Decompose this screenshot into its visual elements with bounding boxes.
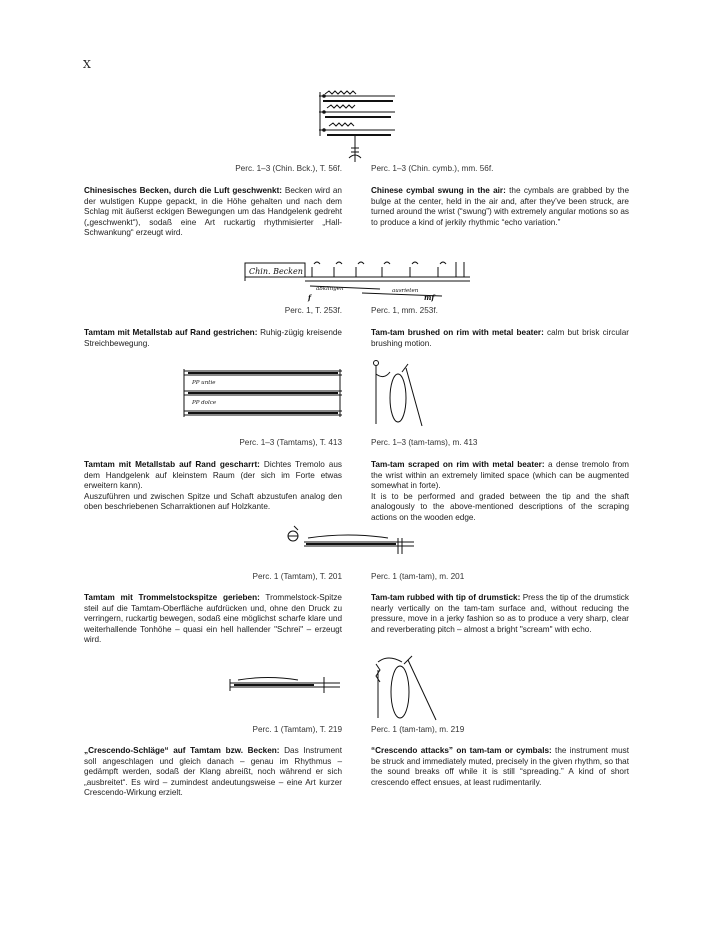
- section-body-en: Press the tip of the drumstick nearly vertically on the tam-tam surface and, without reducing the pressure, move in a jerky fashion so as to produce a very sharp, clear and reverberating pitch – almost a bright "scream" with echo.: [371, 593, 629, 634]
- score-excerpt-chin-becken: [244, 256, 472, 302]
- section-1-english: [371, 186, 629, 228]
- section-5-german: [84, 746, 342, 799]
- section-body-de: Das Instrument soll angeschlagen und gleich danach – genau im Rhythmus – gedämpft werden, sodaß der Klang abreißt, noch während er sich „ausbreitet“. Es wird – zumindest andeutungsweise – eine Art kurzer Crescendo-Wirkung erzielt.: [84, 746, 342, 797]
- section-body-de: Dichtes Tremolo aus dem Handgelenk auf kleinstem Raum (der sich im Forte etwas erweitern kann).: [84, 460, 342, 490]
- section-4-english: [371, 593, 629, 635]
- score-excerpt-tamtam-201: [284, 524, 420, 560]
- score-label-ausrieten: ausrieten: [392, 288, 419, 294]
- section-title-en: Tam-tam scraped on rim with metal beater:: [371, 460, 545, 469]
- section-body-de: Ruhig-zügig kreisende Streichbewegung.: [84, 328, 342, 348]
- caption-de-5: Perc. 1 (Tamtam), T. 219: [252, 725, 342, 734]
- score-label-mf: mf: [424, 293, 435, 302]
- drumstick-rub-gesture-icon: [370, 654, 440, 722]
- caption-de-2: Perc. 1, T. 253f.: [284, 306, 342, 315]
- section-title-de: Tamtam mit Metallstab auf Rand gescharrt:: [84, 460, 260, 469]
- caption-en-2: Perc. 1, mm. 253f.: [371, 306, 438, 315]
- score-label-chin-becken: Chin. Becken: [249, 267, 303, 276]
- score-figure-1: [315, 88, 397, 166]
- caption-en-1: Perc. 1–3 (Chin. cymb.), mm. 56f.: [371, 164, 494, 173]
- gesture-diagram-rub: [370, 654, 440, 722]
- section-3-german: [84, 460, 342, 513]
- score-excerpt-chin-cymbal: [315, 88, 397, 166]
- section-4-german: [84, 593, 342, 646]
- caption-de-3: Perc. 1–3 (Tamtams), T. 413: [239, 438, 342, 447]
- score-label-pp-untie: PP untie: [192, 380, 216, 386]
- section-title-de: Tamtam mit Metallstab auf Rand gestrichen:: [84, 328, 258, 337]
- section-2-english: [371, 328, 629, 349]
- score-excerpt-tamtams: [182, 367, 344, 427]
- caption-en-3: Perc. 1–3 (tam-tams), m. 413: [371, 438, 478, 447]
- circular-brush-gesture-icon: [370, 358, 426, 428]
- section-title-en: Chinese cymbal swung in the air:: [371, 186, 506, 195]
- score-excerpt-tamtam-219: [228, 675, 342, 697]
- section-body-en: the instrument must be struck and immediately muted, precisely in the given rhythm, so that the sound breaks off while it is still “spreading.” A kind of short crescendo effect ensues, at least rudimentarily.: [371, 746, 629, 787]
- caption-en-5: Perc. 1 (tam-tam), m. 219: [371, 725, 465, 734]
- score-label-pp-dolce: PP dolce: [192, 400, 217, 406]
- gesture-diagram-brush: [370, 358, 426, 428]
- section-body-de: Becken wird an der wulstigen Kuppe gepackt, in die Höhe gehalten und nach dem Schlag mit äußerst eckigen Bewegungen um das Handgelenk gedreht („geschwenkt“), sodaß eine Art ruckartig rhythmisierter „Hall-Schwankung“ erzeugt wird.: [84, 186, 342, 237]
- section-2-german: [84, 328, 342, 349]
- section-title-de: Tamtam mit Trommelstockspitze gerieben:: [84, 593, 260, 602]
- section-3-english: [371, 460, 629, 523]
- section-body-en: calm but brisk circular brushing motion.: [371, 328, 629, 348]
- page-number: X: [83, 58, 91, 71]
- score-figure-5: [228, 675, 342, 697]
- caption-de-4: Perc. 1 (Tamtam), T. 201: [252, 572, 342, 581]
- section-title-en: “Crescendo attacks” on tam-tam or cymbals:: [371, 746, 552, 755]
- section-body-en-2: It is to be performed and graded between the tip and the shaft analogously to the above-mentioned descriptions of the scraping actions on the wooden edge.: [371, 491, 629, 522]
- score-label-abklingen: abklingen: [316, 286, 344, 292]
- caption-de-1: Perc. 1–3 (Chin. Bck.), T. 56f.: [235, 164, 342, 173]
- section-title-de: „Crescendo-Schläge“ auf Tamtam bzw. Becken:: [84, 746, 280, 755]
- section-body-en: a dense tremolo from the wrist within an extremely limited space (which can be augmented somewhat in forte).: [371, 460, 629, 490]
- score-figure-2: [244, 256, 472, 302]
- section-body-de: Trommelstock-Spitze steil auf die Tamtam-Oberfläche aufdrücken und, ohne den Druck zu verringern, ruckartig bewegen, sodaß eine möglichst scharfe klare und weiterhallende Tonhöhe – quasi ein hell hallender "Schrei" – erzeugt wird.: [84, 593, 342, 644]
- section-title-en: Tam-tam brushed on rim with metal beater:: [371, 328, 544, 337]
- section-title-en: Tam-tam rubbed with tip of drumstick:: [371, 593, 521, 602]
- score-figure-4: [284, 524, 420, 560]
- section-1-german: [84, 186, 342, 239]
- caption-en-4: Perc. 1 (tam-tam), m. 201: [371, 572, 465, 581]
- section-body-en: the cymbals are grabbed by the bulge at the center, held in the air and, after they’ve been struck, are turned around the wrist (“swung”) with extremely angular motions so as to produce a kind of jerkily rhythmic “echo variation.”: [371, 186, 629, 227]
- section-title-de: Chinesisches Becken, durch die Luft geschwenkt:: [84, 186, 283, 195]
- score-figure-3: [182, 367, 344, 427]
- score-label-f: f: [308, 293, 312, 302]
- section-body-de-2: Auszuführen und zwischen Spitze und Schaft abzustufen analog den oben beschriebenen Scharraktionen auf Holzkante.: [84, 491, 342, 511]
- section-5-english: [371, 746, 629, 788]
